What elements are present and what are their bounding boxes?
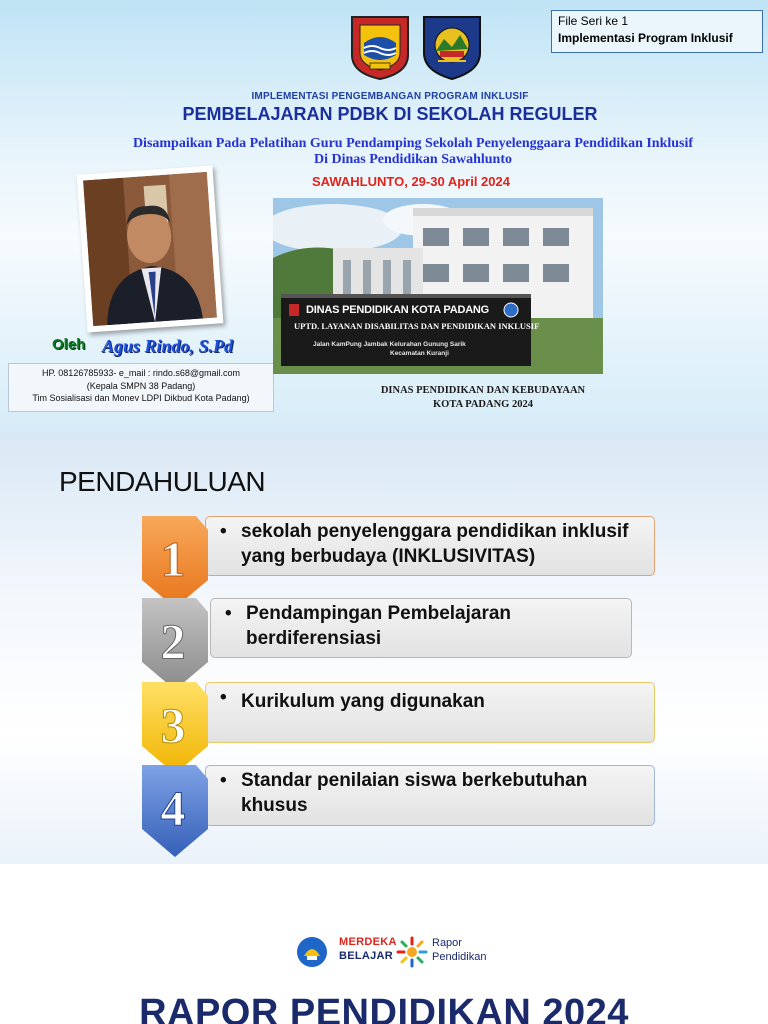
sawahlunto-crest-icon [422,15,482,81]
file-series-label: File Seri ke 1 [558,14,629,28]
sign-office-name: DINAS PENDIDIKAN KOTA PADANG [306,304,490,316]
venue-subtitle: Di Dinas Pendidikan Sawahlunto [313,152,513,167]
presenter-portrait-icon [83,172,217,326]
sign-address-district: Kecamatan Kuranji [390,350,449,357]
number-chevron-4 [140,765,210,859]
rapor-slide [0,864,768,1024]
bullet-icon: • [220,521,227,542]
kemdikbud-logo-icon [296,936,328,968]
presentation-title: PEMBELAJARAN PDBK DI SEKOLAH REGULER [182,104,598,124]
intro-item-text: sekolah penyelenggara pendidikan inklusif yang berbudaya (INKLUSIVITAS) [241,521,629,567]
contact-phone-email: HP. 08126785933- e_mail : rindo.s68@gmail.com [41,368,241,378]
rapor-sun-logo-icon [396,936,428,968]
contact-team: Tim Sosialisasi dan Monev LDPI Dikbud Kota Padang) [32,393,250,403]
file-series-topic: Implementasi Program Inklusif [558,31,733,45]
by-label: Oleh [52,336,86,353]
belajar-label: BELAJAR [339,950,394,962]
intro-item-text: Kurikulum yang digunakan [241,691,485,712]
number-chevron-1 [140,516,210,610]
department-city-year: KOTA PADANG 2024 [433,399,533,410]
section-title: PENDAHULUAN [59,466,266,497]
bullet-icon: • [220,770,227,791]
intro-item-text: Standar penilaian siswa berkebutuhan khusus [241,770,588,816]
intro-item-2 [210,598,632,658]
sign-address-street: Jalan KamPung Jambak Kelurahan Gunung Sarik [313,341,466,348]
rapor-label: Rapor [432,937,462,949]
merdeka-label: MERDEKA [339,936,397,948]
padang-city-crest-icon [350,15,410,81]
intro-item-4 [205,765,655,826]
training-subtitle: Disampaikan Pada Pelatihan Guru Pendamping Sekolah Penyelenggaara Pendidikan Inklusif [132,136,694,151]
title-slide [0,0,768,432]
bullet-icon: • [220,687,227,708]
intro-item-3 [205,682,655,743]
presenter-photo [77,165,224,332]
contact-position: (Kepala SMPN 38 Padang) [86,380,196,391]
chevron-number-1: 1 [160,531,186,587]
intro-item-text: Pendampingan Pembelajaran berdiferensiasi [246,603,512,649]
sign-unit-name: UPTD. LAYANAN DISABILITAS DAN PENDIDIKAN INKLUSIF [294,321,540,331]
program-title: IMPLEMENTASI PENGEMBANGAN PROGRAM INKLUSIF [251,91,529,102]
chevron-number-3: 3 [160,697,186,753]
contact-box [8,363,274,412]
introduction-slide [0,432,768,864]
event-date: SAWAHLUNTO, 29-30 April 2024 [312,174,510,189]
intro-item-1 [205,516,655,576]
pendidikan-label: Pendidikan [432,951,487,963]
file-series-box [551,10,763,53]
number-chevron-2 [140,598,210,692]
bullet-icon: • [225,603,232,624]
department-name: DINAS PENDIDIKAN DAN KEBUDAYAAN [380,385,586,396]
author-name: Agus Rindo, S.Pd [102,336,234,356]
chevron-number-4: 4 [160,780,186,836]
number-chevron-3 [140,682,210,776]
chevron-number-2: 2 [160,613,186,669]
rapor-title: RAPOR PENDIDIKAN 2024 [139,992,629,1024]
